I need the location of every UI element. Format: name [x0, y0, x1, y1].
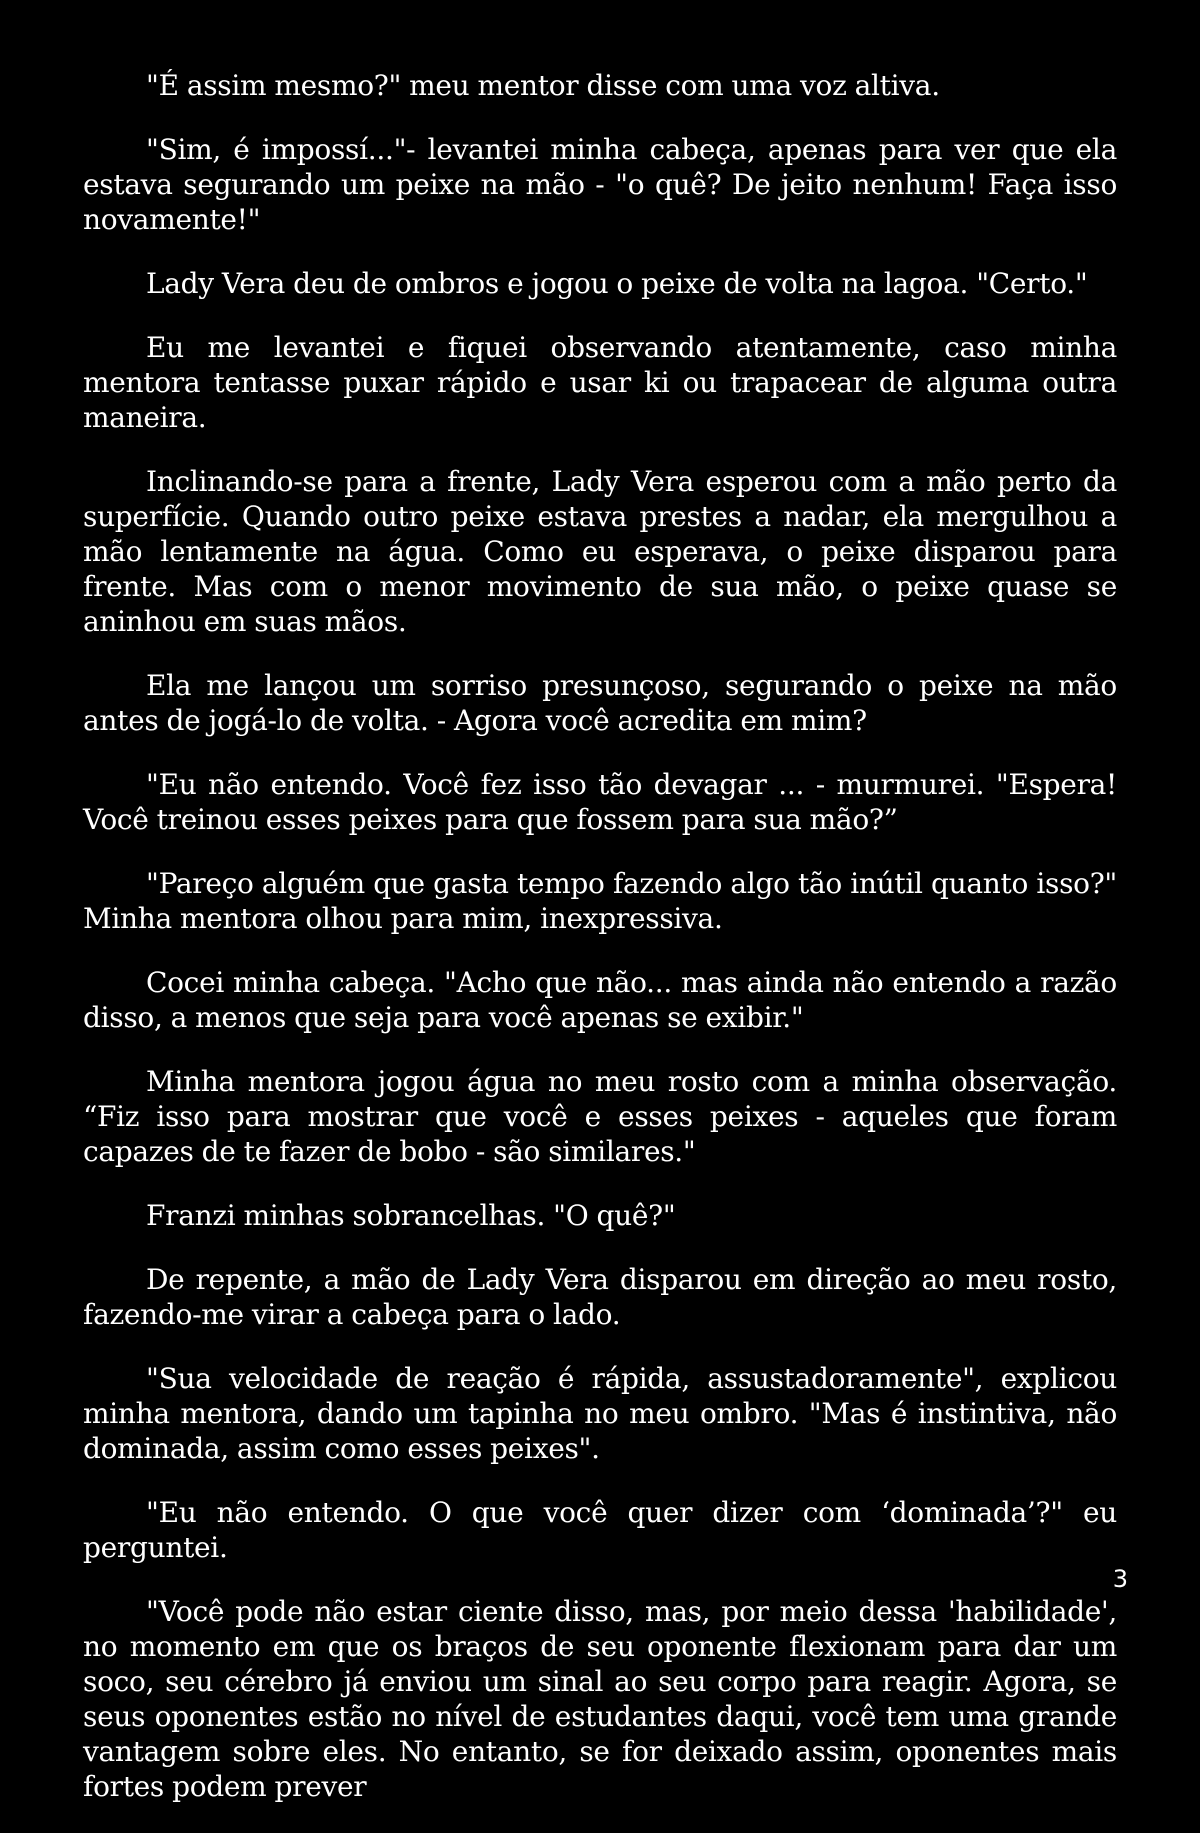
- paragraph: "Eu não entendo. O que você quer dizer com ‘dominada’?" eu perguntei.: [83, 1496, 1117, 1564]
- paragraph: Eu me levantei e fiquei observando atentamente, caso minha mentora tentasse puxar rápido e usar ki ou trapacear de alguma outra maneira.: [83, 331, 1117, 434]
- paragraph: "Você pode não estar ciente disso, mas, por meio dessa 'habilidade', no momento em que os braços de seu oponente flexionam para dar um soco, seu cérebro já enviou um sinal ao seu corpo para reagir. Agora, se seus oponentes estão no nível de estudantes daqui, você tem uma grande vantagem sobre eles. No entanto, se for deixado assim, oponentes mais fortes podem prever: [83, 1595, 1117, 1803]
- paragraph: Franzi minhas sobrancelhas. "O quê?": [146, 1199, 676, 1232]
- paragraph: Ela me lançou um sorriso presunçoso, segurando o peixe na mão antes de jogá-lo de volta. - Agora você acredita em mim?: [83, 669, 1117, 737]
- paragraph: Minha mentora jogou água no meu rosto com a minha observação. “Fiz isso para mostrar que você e esses peixes - aqueles que foram capazes de te fazer de bobo - são similares.": [83, 1065, 1117, 1168]
- paragraph: Lady Vera deu de ombros e jogou o peixe de volta na lagoa. "Certo.": [146, 267, 1088, 300]
- paragraph: "Sim, é impossí..."- levantei minha cabeça, apenas para ver que ela estava segurando um peixe na mão - "o quê? De jeito nenhum! Faça isso novamente!": [83, 133, 1117, 236]
- paragraph: "Sua velocidade de reação é rápida, assustadoramente", explicou minha mentora, dando um tapinha no meu ombro. "Mas é instintiva, não dominada, assim como esses peixes".: [83, 1362, 1117, 1465]
- paragraph: "Pareço alguém que gasta tempo fazendo algo tão inútil quanto isso?" Minha mentora olhou para mim, inexpressiva.: [83, 867, 1117, 935]
- paragraph: Cocei minha cabeça. "Acho que não... mas ainda não entendo a razão disso, a menos que seja para você apenas se exibir.": [83, 966, 1117, 1034]
- paragraph: De repente, a mão de Lady Vera disparou em direção ao meu rosto, fazendo-me virar a cabeça para o lado.: [83, 1263, 1117, 1331]
- page-number: 3: [1112, 1565, 1128, 1593]
- paragraph: "Eu não entendo. Você fez isso tão devagar ... - murmurei. "Espera! Você treinou esses peixes para que fossem para sua mão?”: [83, 768, 1117, 836]
- page-body: [83, 68, 1117, 1833]
- paragraph: "É assim mesmo?" meu mentor disse com uma voz altiva.: [146, 69, 940, 102]
- paragraph: Inclinando-se para a frente, Lady Vera esperou com a mão perto da superfície. Quando outro peixe estava prestes a nadar, ela mergulhou a mão lentamente na água. Como eu esperava, o peixe disparou para frente. Mas com o menor movimento de sua mão, o peixe quase se aninhou em suas mãos.: [83, 465, 1117, 638]
